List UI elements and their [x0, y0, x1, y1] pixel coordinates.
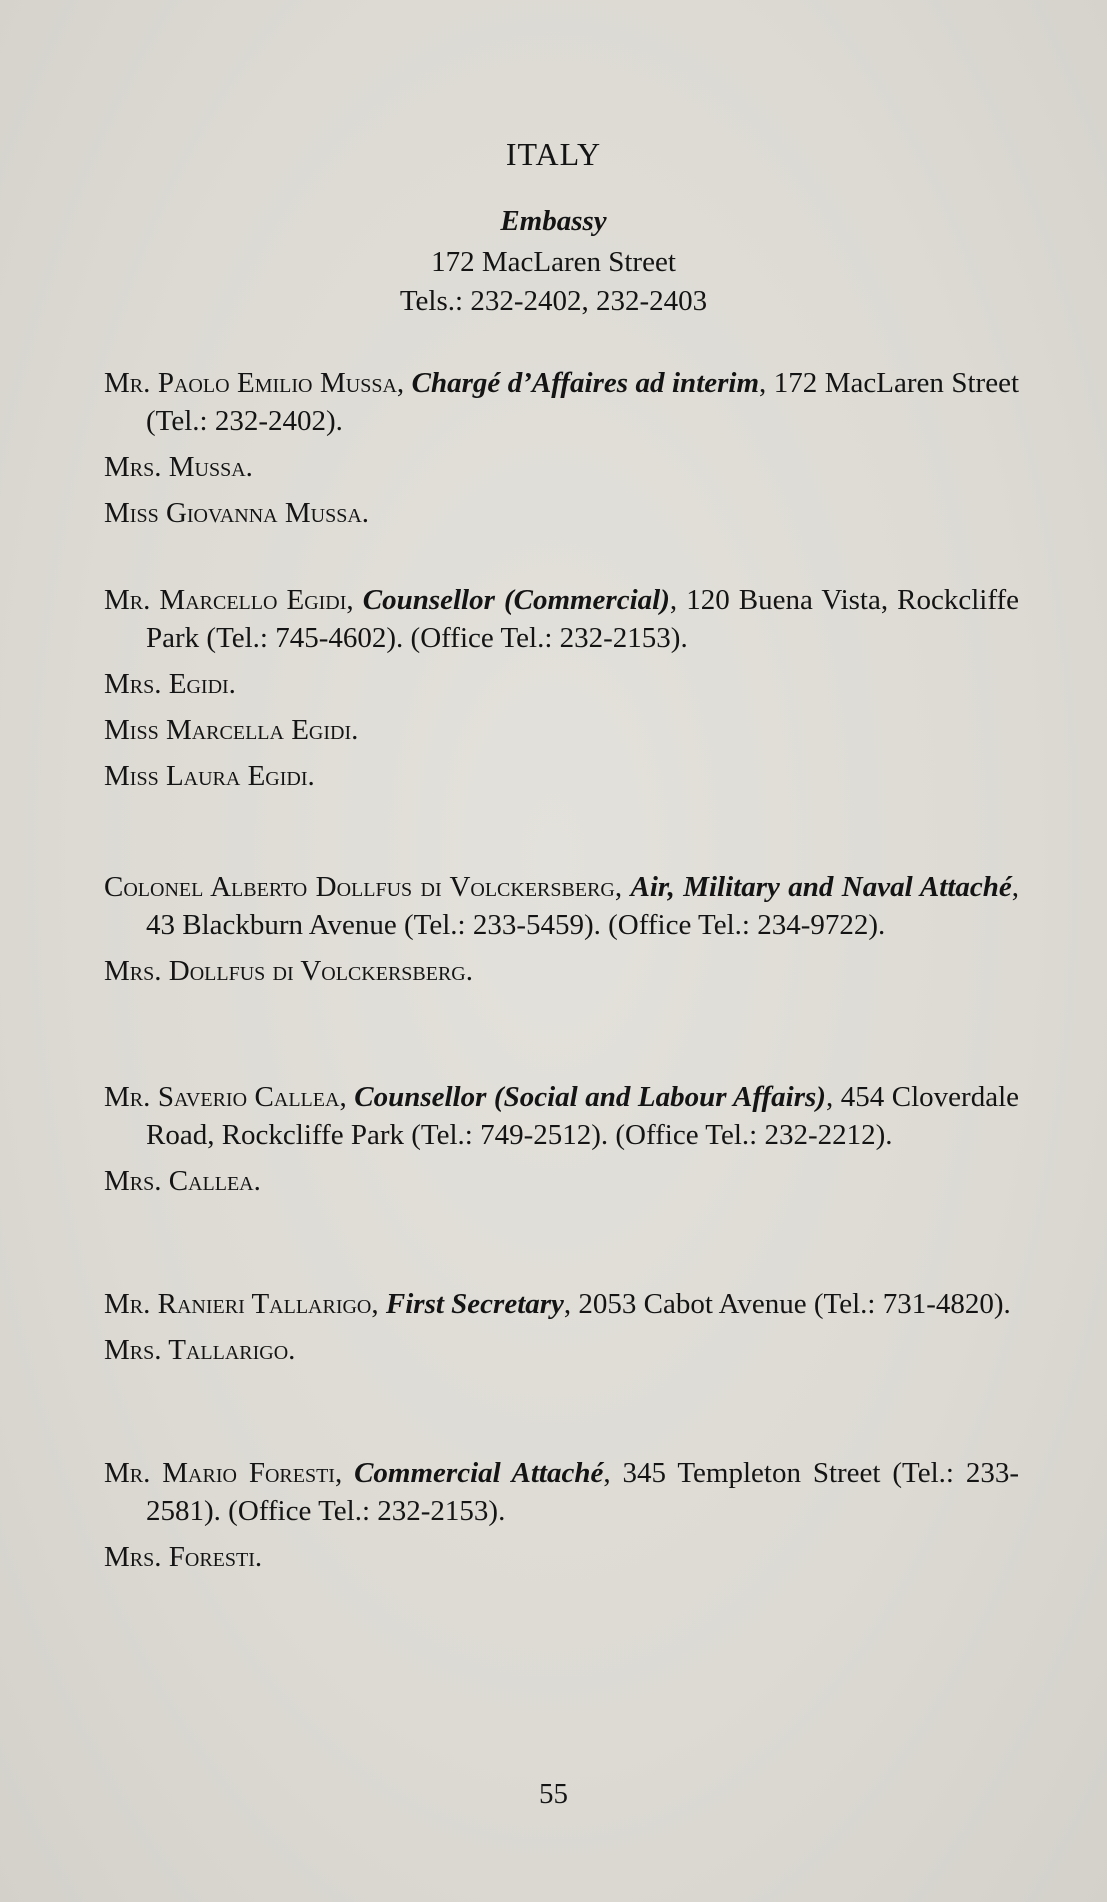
person-title: Chargé d’Affaires ad interim: [411, 367, 760, 399]
staff-entry: [104, 868, 1019, 990]
staff-entry: [104, 364, 1019, 532]
family-member: Mrs. Dollfus di Volckersberg.: [104, 955, 473, 987]
embassy-subheading: Embassy: [500, 205, 607, 237]
family-member: Miss Laura Egidi.: [104, 760, 315, 792]
person-details: 43 Blackburn Avenue (Tel.: 233-5459). (Office Tel.: 234-9722).: [146, 909, 886, 941]
person-title: Counsellor (Social and Labour Affairs): [354, 1081, 826, 1113]
staff-entry: [104, 581, 1019, 795]
person-title: Air, Military and Naval Attaché: [630, 871, 1012, 903]
family-member: Mrs. Egidi.: [104, 668, 236, 700]
person-name: Colonel Alberto Dollfus di Volckersberg: [104, 871, 615, 903]
person-details: 120 Buena Vista, Rockcliffe Park (Tel.: 745-4602). (Office Tel.: 232-2153).: [146, 584, 1020, 654]
principal-line: Colonel Alberto Dollfus di Volckersberg, Air, Military and Naval Attaché, 43 Blackburn Avenue (Tel.: 233-5459). (Office Tel.: 234-9722).: [104, 871, 1020, 941]
staff-entry: [104, 1078, 1019, 1200]
family-member: Mrs. Foresti.: [104, 1541, 263, 1573]
principal-line: Mr. Paolo Emilio Mussa, Chargé d’Affaires ad interim, 172 MacLaren Street (Tel.: 232-2402).: [104, 367, 1020, 437]
principal-line: Mr. Mario Foresti, Commercial Attaché, 345 Templeton Street (Tel.: 233-2581). (Office Tel.: 232-2153).: [104, 1457, 1019, 1527]
principal-line: Mr. Ranieri Tallarigo, First Secretary, 2053 Cabot Avenue (Tel.: 731-4820).: [104, 1288, 1011, 1320]
person-title: Commercial Attaché: [354, 1457, 604, 1489]
person-name: Mr. Ranieri Tallarigo: [104, 1288, 372, 1320]
principal-line: Mr. Marcello Egidi, Counsellor (Commercial), 120 Buena Vista, Rockcliffe Park (Tel.: 745-4602). (Office Tel.: 232-2153).: [104, 584, 1020, 654]
person-title: First Secretary: [385, 1288, 564, 1320]
family-member: Mrs. Callea.: [104, 1165, 261, 1197]
person-details: 172 MacLaren Street (Tel.: 232-2402).: [146, 367, 1020, 437]
staff-entry: [104, 1454, 1019, 1576]
person-name: Mr. Mario Foresti: [104, 1457, 335, 1489]
person-name: Mr. Marcello Egidi: [104, 584, 347, 616]
family-member: Miss Giovanna Mussa.: [104, 497, 370, 529]
family-member: Mrs. Tallarigo.: [104, 1334, 296, 1366]
country-heading: ITALY: [505, 136, 602, 172]
staff-entry: [104, 1285, 1019, 1369]
person-name: Mr. Paolo Emilio Mussa: [104, 367, 397, 399]
person-details: 454 Cloverdale Road, Rockcliffe Park (Tel.: 749-2512). (Office Tel.: 232-2212).: [146, 1081, 1020, 1151]
family-member: Miss Marcella Egidi.: [104, 714, 359, 746]
family-member: Mrs. Mussa.: [104, 451, 253, 483]
embassy-address: 172 MacLaren Street: [431, 246, 676, 278]
person-details: 345 Templeton Street (Tel.: 233-2581). (Office Tel.: 232-2153).: [146, 1457, 1019, 1527]
person-title: Counsellor (Commercial): [362, 584, 670, 616]
principal-line: Mr. Saverio Callea, Counsellor (Social and Labour Affairs), 454 Cloverdale Road, Rockcliffe Park (Tel.: 749-2512). (Office Tel.: 232-2212).: [104, 1081, 1020, 1151]
page-number: 55: [539, 1778, 568, 1810]
person-name: Mr. Saverio Callea: [104, 1081, 340, 1113]
embassy-telephones: Tels.: 232-2402, 232-2403: [399, 285, 708, 317]
person-details: 2053 Cabot Avenue (Tel.: 731-4820).: [578, 1288, 1011, 1320]
